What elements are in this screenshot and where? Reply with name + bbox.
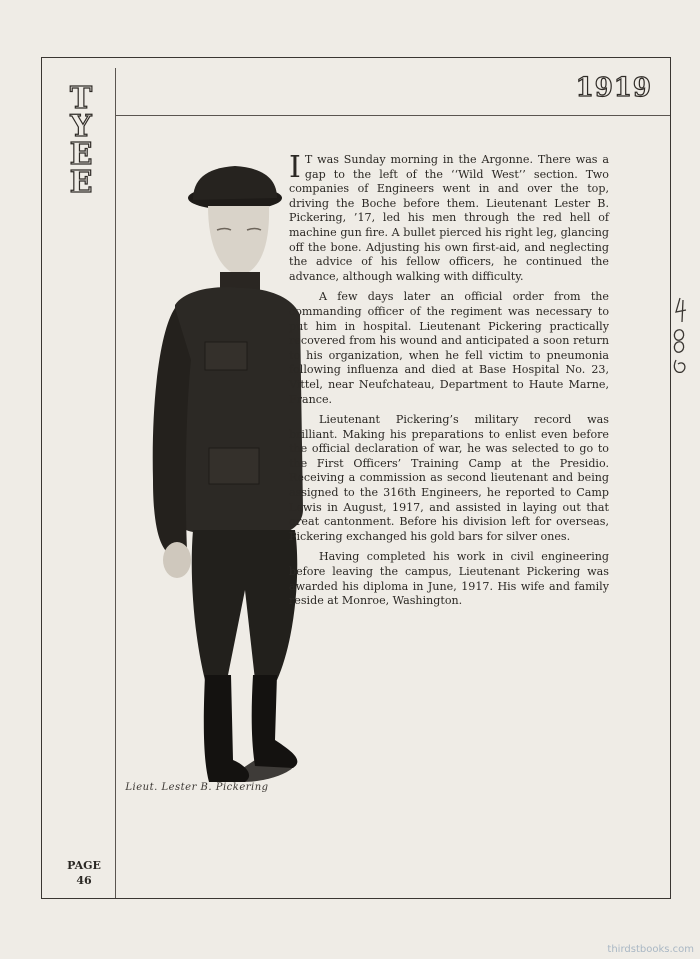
portrait-photo [105,120,305,785]
handwritten-annotation [668,296,694,376]
paragraph-text: T was Sunday morning in the Argonne. There was a gap to the left of the ‘‘Wild West’’ section. Two companies of Engineers went in and over the top, driving the Boche before them. Lieutenant Lester B. Pickering, ’17, led his men through the red hell of machine gun fire. A bullet pierced his right leg, glancing off the bone. Adjusting his own first-aid, and neglecting the advice of his fellow officers, he continued the advance, although walking with difficulty. [289,153,609,283]
article-body [289,150,609,615]
logo-letter: E [69,165,93,200]
page-label [60,858,108,888]
article-paragraph [289,150,609,284]
article-paragraph: A few days later an official order from the commanding officer of the regiment was necessary to put him in hospital. Lieutenant Pickering practically recovered from his wound and anticipated a soon return to his organization, when he fell victim to pneumonia following influenza and died at Base Hospital No. 23, Vittel, near Neufchateau, Department to Haute Marne, France. [289,290,609,406]
logo-letter: Y [70,109,92,144]
page-number: 46 [76,874,92,887]
yearbook-year: 1919 [575,73,652,103]
article-paragraph: Having completed his work in civil engineering before leaving the campus, Lieutenant Pickering was awarded his diploma in June, 1917. His wife and family reside at Monroe, Washington. [289,550,609,608]
drop-cap: I [289,150,301,185]
page-word: PAGE [67,859,101,872]
tyee-logo [58,81,104,200]
logo-letter: T [69,81,93,116]
article-paragraph: Lieutenant Pickering’s military record was brilliant. Making his preparations to enlist even before the official declaration of war, he was selected to go to the First Officers’ Training Camp at the Presidio. Receiving a commission as second lieutenant and being assigned to the 316th Engineers, he reported to Camp Lewis in August, 1917, and assisted in laying out that great cantonment. Before his division left for overseas, Pickering exchanged his gold bars for silver ones. [289,413,609,543]
watermark: thirdstbooks.com [607,944,694,955]
header-rule [115,115,670,116]
photo-caption: Lieut. Lester B. Pickering [125,782,269,793]
logo-letter: E [69,137,93,172]
